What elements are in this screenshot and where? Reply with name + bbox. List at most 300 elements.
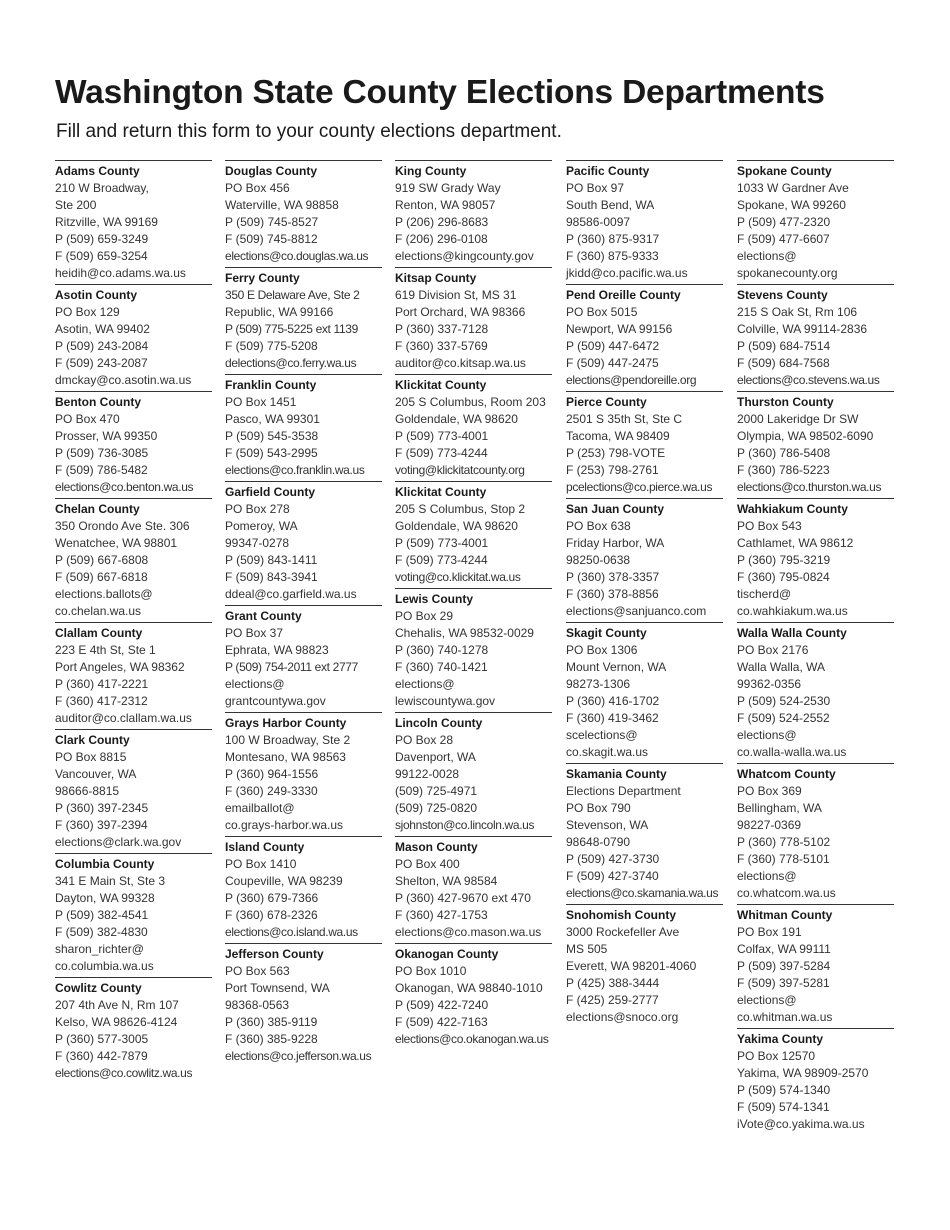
county-contact-line: emailballot@ bbox=[225, 801, 295, 815]
county-entry bbox=[225, 605, 382, 712]
county-contact-line: PO Box 543 bbox=[737, 519, 802, 533]
county-name: Yakima County bbox=[737, 1032, 824, 1046]
county-entry bbox=[395, 588, 552, 712]
county-contact-line: Montesano, WA 98563 bbox=[225, 750, 346, 764]
county-contact-line: PO Box 369 bbox=[737, 784, 802, 798]
county-entry bbox=[55, 622, 212, 729]
county-name: King County bbox=[395, 164, 467, 178]
county-name: Garfield County bbox=[225, 485, 316, 499]
county-contact-line: Ephrata, WA 98823 bbox=[225, 643, 329, 657]
county-contact-line: Chehalis, WA 98532-0029 bbox=[395, 626, 534, 640]
county-contact-line: P (509) 843-1411 bbox=[225, 553, 318, 567]
county-contact-line: elections@ bbox=[225, 677, 285, 691]
county-name: Clark County bbox=[55, 733, 130, 747]
page-subtitle: Fill and return this form to your county elections department. bbox=[56, 121, 562, 142]
county-name: Columbia County bbox=[55, 857, 155, 871]
county-contact-line: Port Townsend, WA bbox=[225, 981, 330, 995]
county-contact-line: elections@ bbox=[737, 993, 797, 1007]
county-entry bbox=[737, 284, 894, 391]
county-name: Adams County bbox=[55, 164, 140, 178]
county-contact-line: 99122-0028 bbox=[395, 767, 460, 781]
county-contact-line: 205 S Columbus, Room 203 bbox=[395, 395, 546, 409]
county-entry bbox=[395, 836, 552, 943]
county-contact-line: P (509) 447-6472 bbox=[566, 339, 660, 353]
county-contact-line: elections@co.cowlitz.wa.us bbox=[55, 1066, 193, 1080]
county-contact-line: PO Box 97 bbox=[566, 181, 625, 195]
county-contact-line: elections@co.franklin.wa.us bbox=[225, 463, 365, 477]
county-entry bbox=[225, 943, 382, 1067]
county-contact-line: Asotin, WA 99402 bbox=[55, 322, 150, 336]
county-name: Klickitat County bbox=[395, 378, 487, 392]
county-entry bbox=[225, 160, 382, 267]
county-contact-line: 2501 S 35th St, Ste C bbox=[566, 412, 683, 426]
county-name: Franklin County bbox=[225, 378, 317, 392]
county-name: Thurston County bbox=[737, 395, 834, 409]
county-contact-line: F (206) 296-0108 bbox=[395, 232, 488, 246]
county-contact-line: F (509) 745-8812 bbox=[225, 232, 318, 246]
county-contact-line: elections@co.douglas.wa.us bbox=[225, 249, 369, 263]
county-name: Wahkiakum County bbox=[737, 502, 848, 516]
county-contact-line: PO Box 456 bbox=[225, 181, 290, 195]
county-contact-line: P (509) 243-2084 bbox=[55, 339, 149, 353]
county-contact-line: 205 S Columbus, Stop 2 bbox=[395, 502, 526, 516]
county-contact-line: co.whatcom.wa.us bbox=[737, 886, 836, 900]
county-contact-line: PO Box 470 bbox=[55, 412, 120, 426]
county-contact-line: P (509) 773-4001 bbox=[395, 429, 489, 443]
county-contact-line: F (509) 543-2995 bbox=[225, 446, 318, 460]
county-contact-line: P (509) 667-6808 bbox=[55, 553, 149, 567]
county-name: Pend Oreille County bbox=[566, 288, 681, 302]
county-contact-line: PO Box 790 bbox=[566, 801, 631, 815]
county-contact-line: lewiscountywa.gov bbox=[395, 694, 496, 708]
county-entry bbox=[55, 729, 212, 853]
county-entry bbox=[566, 904, 723, 1028]
county-name: Ferry County bbox=[225, 271, 300, 285]
county-name: Snohomish County bbox=[566, 908, 676, 922]
county-contact-line: P (253) 798-VOTE bbox=[566, 446, 666, 460]
county-contact-line: elections@co.stevens.wa.us bbox=[737, 373, 880, 387]
county-contact-line: F (360) 778-5101 bbox=[737, 852, 830, 866]
county-contact-line: Olympia, WA 98502-6090 bbox=[737, 429, 874, 443]
county-name: Lewis County bbox=[395, 592, 474, 606]
county-contact-line: elections@ bbox=[737, 249, 797, 263]
county-contact-line: elections@kingcounty.gov bbox=[395, 249, 534, 263]
county-name: Grant County bbox=[225, 609, 302, 623]
county-contact-line: P (509) 397-5284 bbox=[737, 959, 831, 973]
county-contact-line: PO Box 1010 bbox=[395, 964, 467, 978]
county-name: Jefferson County bbox=[225, 947, 324, 961]
county-contact-line: Wenatchee, WA 98801 bbox=[55, 536, 178, 550]
county-contact-line: (509) 725-4971 bbox=[395, 784, 478, 798]
county-contact-line: (509) 725-0820 bbox=[395, 801, 478, 815]
county-contact-line: elections@co.jefferson.wa.us bbox=[225, 1049, 372, 1063]
county-contact-line: 3000 Rockefeller Ave bbox=[566, 925, 680, 939]
county-contact-line: 99362-0356 bbox=[737, 677, 802, 691]
county-contact-line: F (509) 447-2475 bbox=[566, 356, 659, 370]
county-contact-line: F (360) 427-1753 bbox=[395, 908, 488, 922]
county-contact-line: 350 E Delaware Ave, Ste 2 bbox=[225, 288, 360, 302]
county-contact-line: Kelso, WA 98626-4124 bbox=[55, 1015, 178, 1029]
county-contact-line: elections@ bbox=[395, 677, 455, 691]
county-contact-line: F (360) 417-2312 bbox=[55, 694, 148, 708]
county-contact-line: Pomeroy, WA bbox=[225, 519, 298, 533]
county-contact-line: co.chelan.wa.us bbox=[55, 604, 142, 618]
county-contact-line: F (509) 773-4244 bbox=[395, 446, 488, 460]
county-contact-line: elections@snoco.org bbox=[566, 1010, 679, 1024]
county-contact-line: spokanecounty.org bbox=[737, 266, 838, 280]
county-contact-line: MS 505 bbox=[566, 942, 608, 956]
county-contact-line: P (360) 786-5408 bbox=[737, 446, 831, 460]
county-contact-line: Vancouver, WA bbox=[55, 767, 137, 781]
county-contact-line: F (509) 574-1341 bbox=[737, 1100, 830, 1114]
county-contact-line: F (509) 422-7163 bbox=[395, 1015, 488, 1029]
county-contact-line: co.wahkiakum.wa.us bbox=[737, 604, 848, 618]
county-contact-line: 2000 Lakeridge Dr SW bbox=[737, 412, 859, 426]
county-column bbox=[225, 160, 382, 1067]
county-contact-line: P (360) 577-3005 bbox=[55, 1032, 149, 1046]
county-contact-line: Spokane, WA 99260 bbox=[737, 198, 846, 212]
county-contact-line: Yakima, WA 98909-2570 bbox=[737, 1066, 869, 1080]
county-entry bbox=[566, 622, 723, 763]
county-contact-line: voting@co.klickitat.wa.us bbox=[395, 570, 521, 584]
county-contact-line: 98666-8815 bbox=[55, 784, 120, 798]
county-entry bbox=[737, 904, 894, 1028]
county-entry bbox=[395, 712, 552, 836]
county-contact-line: F (509) 427-3740 bbox=[566, 869, 659, 883]
county-contact-line: P (509) 382-4541 bbox=[55, 908, 149, 922]
county-name: Mason County bbox=[395, 840, 478, 854]
county-entry bbox=[395, 374, 552, 481]
county-entry bbox=[225, 712, 382, 836]
county-entry bbox=[395, 481, 552, 588]
county-contact-line: co.whitman.wa.us bbox=[737, 1010, 833, 1024]
county-contact-line: 98273-1306 bbox=[566, 677, 631, 691]
county-entry bbox=[55, 284, 212, 391]
county-contact-line: 619 Division St, MS 31 bbox=[395, 288, 517, 302]
county-contact-line: elections@clark.wa.gov bbox=[55, 835, 182, 849]
county-contact-line: F (360) 795-0824 bbox=[737, 570, 830, 584]
county-name: Kitsap County bbox=[395, 271, 477, 285]
county-contact-line: F (360) 442-7879 bbox=[55, 1049, 148, 1063]
county-contact-line: Republic, WA 99166 bbox=[225, 305, 334, 319]
county-name: Grays Harbor County bbox=[225, 716, 347, 730]
county-name: Spokane County bbox=[737, 164, 832, 178]
county-contact-line: 215 S Oak St, Rm 106 bbox=[737, 305, 858, 319]
county-contact-line: PO Box 638 bbox=[566, 519, 631, 533]
county-contact-line: F (509) 684-7568 bbox=[737, 356, 830, 370]
county-contact-line: P (509) 574-1340 bbox=[737, 1083, 831, 1097]
county-contact-line: F (509) 843-3941 bbox=[225, 570, 318, 584]
county-contact-line: scelections@ bbox=[566, 728, 638, 742]
county-contact-line: heidih@co.adams.wa.us bbox=[55, 266, 186, 280]
county-contact-line: Friday Harbor, WA bbox=[566, 536, 665, 550]
county-name: Asotin County bbox=[55, 288, 137, 302]
county-column bbox=[566, 160, 723, 1028]
county-contact-line: Renton, WA 98057 bbox=[395, 198, 496, 212]
county-name: Lincoln County bbox=[395, 716, 483, 730]
county-contact-line: P (509) 545-3538 bbox=[225, 429, 319, 443]
county-contact-line: voting@klickitatcounty.org bbox=[395, 463, 525, 477]
county-contact-line: jkidd@co.pacific.wa.us bbox=[566, 266, 688, 280]
county-contact-line: 98250-0638 bbox=[566, 553, 631, 567]
county-contact-line: Colville, WA 99114-2836 bbox=[737, 322, 868, 336]
county-contact-line: 210 W Broadway, bbox=[55, 181, 149, 195]
county-contact-line: PO Box 1306 bbox=[566, 643, 638, 657]
county-contact-line: co.walla-walla.wa.us bbox=[737, 745, 847, 759]
county-contact-line: PO Box 1410 bbox=[225, 857, 297, 871]
county-contact-line: F (509) 786-5482 bbox=[55, 463, 148, 477]
county-name: Whatcom County bbox=[737, 767, 836, 781]
county-contact-line: PO Box 5015 bbox=[566, 305, 638, 319]
county-contact-line: P (360) 795-3219 bbox=[737, 553, 831, 567]
county-contact-line: P (509) 422-7240 bbox=[395, 998, 489, 1012]
county-contact-line: Port Angeles, WA 98362 bbox=[55, 660, 185, 674]
county-contact-line: Bellingham, WA bbox=[737, 801, 822, 815]
county-contact-line: 100 W Broadway, Ste 2 bbox=[225, 733, 351, 747]
county-contact-line: P (509) 477-2320 bbox=[737, 215, 831, 229]
county-entry bbox=[566, 391, 723, 498]
county-entry bbox=[55, 391, 212, 498]
county-contact-line: delections@co.ferry.wa.us bbox=[225, 356, 357, 370]
county-name: Pierce County bbox=[566, 395, 647, 409]
county-contact-line: sjohnston@co.lincoln.wa.us bbox=[395, 818, 535, 832]
county-entry bbox=[55, 498, 212, 622]
county-entry bbox=[55, 977, 212, 1084]
county-entry bbox=[395, 267, 552, 374]
county-contact-line: elections@co.okanogan.wa.us bbox=[395, 1032, 549, 1046]
county-name: Klickitat County bbox=[395, 485, 487, 499]
page-title: Washington State County Elections Departments bbox=[55, 74, 825, 111]
county-contact-line: 1033 W Gardner Ave bbox=[737, 181, 849, 195]
county-contact-line: elections@co.skamania.wa.us bbox=[566, 886, 719, 900]
county-contact-line: P (360) 875-9317 bbox=[566, 232, 660, 246]
county-contact-line: P (360) 427-9670 ext 470 bbox=[395, 891, 531, 905]
county-contact-line: P (509) 684-7514 bbox=[737, 339, 831, 353]
county-name: Chelan County bbox=[55, 502, 140, 516]
county-name: San Juan County bbox=[566, 502, 665, 516]
county-contact-line: elections.ballots@ bbox=[55, 587, 153, 601]
county-contact-line: P (360) 740-1278 bbox=[395, 643, 489, 657]
county-contact-line: F (509) 524-2552 bbox=[737, 711, 830, 725]
county-contact-line: P (425) 388-3444 bbox=[566, 976, 660, 990]
county-contact-line: P (360) 417-2221 bbox=[55, 677, 149, 691]
county-contact-line: PO Box 563 bbox=[225, 964, 290, 978]
county-contact-line: Port Orchard, WA 98366 bbox=[395, 305, 526, 319]
county-name: Cowlitz County bbox=[55, 981, 142, 995]
county-contact-line: P (509) 745-8527 bbox=[225, 215, 319, 229]
county-contact-line: elections@co.benton.wa.us bbox=[55, 480, 194, 494]
county-contact-line: F (253) 798-2761 bbox=[566, 463, 659, 477]
county-contact-line: F (509) 667-6818 bbox=[55, 570, 148, 584]
county-contact-line: Newport, WA 99156 bbox=[566, 322, 673, 336]
county-contact-line: PO Box 400 bbox=[395, 857, 460, 871]
county-contact-line: P (360) 337-7128 bbox=[395, 322, 489, 336]
county-contact-line: P (509) 736-3085 bbox=[55, 446, 149, 460]
county-contact-line: F (360) 786-5223 bbox=[737, 463, 830, 477]
county-contact-line: P (509) 775-5225 ext 1139 bbox=[225, 322, 358, 336]
county-contact-line: 341 E Main St, Ste 3 bbox=[55, 874, 166, 888]
county-contact-line: F (509) 773-4244 bbox=[395, 553, 488, 567]
county-contact-line: F (509) 243-2087 bbox=[55, 356, 148, 370]
county-contact-line: PO Box 191 bbox=[737, 925, 802, 939]
county-contact-line: F (509) 477-6607 bbox=[737, 232, 830, 246]
county-contact-line: elections@ bbox=[737, 869, 797, 883]
county-entry bbox=[395, 160, 552, 267]
county-contact-line: PO Box 129 bbox=[55, 305, 120, 319]
county-contact-line: 223 E 4th St, Ste 1 bbox=[55, 643, 156, 657]
county-contact-line: elections@pendoreille.org bbox=[566, 373, 697, 387]
county-contact-line: ddeal@co.garfield.wa.us bbox=[225, 587, 357, 601]
county-name: Walla Walla County bbox=[737, 626, 847, 640]
county-contact-line: elections@ bbox=[737, 728, 797, 742]
county-contact-line: 98586-0097 bbox=[566, 215, 631, 229]
county-contact-line: tischerd@ bbox=[737, 587, 792, 601]
county-contact-line: P (509) 773-4001 bbox=[395, 536, 489, 550]
county-contact-line: PO Box 1451 bbox=[225, 395, 297, 409]
county-contact-line: Shelton, WA 98584 bbox=[395, 874, 498, 888]
county-contact-line: PO Box 37 bbox=[225, 626, 284, 640]
county-entry bbox=[737, 1028, 894, 1135]
county-contact-line: PO Box 12570 bbox=[737, 1049, 816, 1063]
county-contact-line: P (360) 378-3357 bbox=[566, 570, 660, 584]
county-column bbox=[395, 160, 552, 1050]
county-contact-line: Ritzville, WA 99169 bbox=[55, 215, 158, 229]
county-contact-line: PO Box 2176 bbox=[737, 643, 809, 657]
county-contact-line: P (360) 385-9119 bbox=[225, 1015, 318, 1029]
county-entry bbox=[225, 267, 382, 374]
county-contact-line: elections@co.mason.wa.us bbox=[395, 925, 542, 939]
county-contact-line: F (360) 678-2326 bbox=[225, 908, 318, 922]
county-contact-line: F (509) 659-3254 bbox=[55, 249, 148, 263]
county-contact-line: Okanogan, WA 98840-1010 bbox=[395, 981, 543, 995]
county-contact-line: 99347-0278 bbox=[225, 536, 290, 550]
county-contact-line: F (360) 337-5769 bbox=[395, 339, 488, 353]
county-contact-line: P (360) 778-5102 bbox=[737, 835, 831, 849]
county-name: Clallam County bbox=[55, 626, 143, 640]
county-contact-line: dmckay@co.asotin.wa.us bbox=[55, 373, 192, 387]
county-contact-line: 98368-0563 bbox=[225, 998, 290, 1012]
county-entry bbox=[566, 763, 723, 904]
county-contact-line: Everett, WA 98201-4060 bbox=[566, 959, 697, 973]
county-contact-line: Goldendale, WA 98620 bbox=[395, 519, 518, 533]
county-contact-line: PO Box 29 bbox=[395, 609, 454, 623]
county-contact-line: Waterville, WA 98858 bbox=[225, 198, 339, 212]
county-contact-line: Pasco, WA 99301 bbox=[225, 412, 320, 426]
county-contact-line: F (509) 382-4830 bbox=[55, 925, 148, 939]
county-contact-line: PO Box 28 bbox=[395, 733, 454, 747]
county-contact-line: elections@sanjuanco.com bbox=[566, 604, 707, 618]
county-contact-line: F (360) 385-9228 bbox=[225, 1032, 318, 1046]
county-contact-line: F (360) 397-2394 bbox=[55, 818, 148, 832]
county-contact-line: P (360) 416-1702 bbox=[566, 694, 660, 708]
county-name: Whitman County bbox=[737, 908, 833, 922]
county-contact-line: Goldendale, WA 98620 bbox=[395, 412, 518, 426]
county-name: Benton County bbox=[55, 395, 141, 409]
county-entry bbox=[737, 391, 894, 498]
county-entry bbox=[225, 374, 382, 481]
county-contact-line: co.grays-harbor.wa.us bbox=[225, 818, 344, 832]
county-contact-line: P (360) 397-2345 bbox=[55, 801, 149, 815]
county-contact-line: Dayton, WA 99328 bbox=[55, 891, 155, 905]
county-entry bbox=[55, 853, 212, 977]
county-contact-line: auditor@co.clallam.wa.us bbox=[55, 711, 192, 725]
county-name: Douglas County bbox=[225, 164, 317, 178]
county-entry bbox=[395, 943, 552, 1050]
county-contact-line: F (425) 259-2777 bbox=[566, 993, 659, 1007]
county-contact-line: P (509) 659-3249 bbox=[55, 232, 149, 246]
county-contact-line: co.skagit.wa.us bbox=[566, 745, 649, 759]
county-contact-line: 98227-0369 bbox=[737, 818, 802, 832]
county-contact-line: Elections Department bbox=[566, 784, 681, 798]
county-column bbox=[55, 160, 212, 1084]
county-entry bbox=[566, 498, 723, 622]
county-contact-line: Walla Walla, WA bbox=[737, 660, 826, 674]
county-entry bbox=[737, 498, 894, 622]
county-entry bbox=[737, 763, 894, 904]
county-contact-line: F (509) 397-5281 bbox=[737, 976, 830, 990]
county-contact-line: Colfax, WA 99111 bbox=[737, 942, 831, 956]
county-contact-line: F (360) 875-9333 bbox=[566, 249, 659, 263]
county-contact-line: auditor@co.kitsap.wa.us bbox=[395, 356, 526, 370]
county-entry bbox=[225, 481, 382, 605]
county-contact-line: sharon_richter@ bbox=[55, 942, 144, 956]
county-entry bbox=[737, 622, 894, 763]
county-contact-line: P (509) 754-2011 ext 2777 bbox=[225, 660, 358, 674]
county-entry bbox=[566, 284, 723, 391]
county-contact-line: F (360) 419-3462 bbox=[566, 711, 659, 725]
county-contact-line: P (360) 679-7366 bbox=[225, 891, 319, 905]
county-name: Skagit County bbox=[566, 626, 647, 640]
county-contact-line: F (360) 740-1421 bbox=[395, 660, 488, 674]
county-name: Stevens County bbox=[737, 288, 828, 302]
county-contact-line: PO Box 8815 bbox=[55, 750, 127, 764]
county-contact-line: elections@co.island.wa.us bbox=[225, 925, 358, 939]
county-name: Island County bbox=[225, 840, 305, 854]
county-entry bbox=[55, 160, 212, 284]
county-contact-line: F (509) 775-5208 bbox=[225, 339, 318, 353]
county-contact-line: pcelections@co.pierce.wa.us bbox=[566, 480, 713, 494]
county-contact-line: co.columbia.wa.us bbox=[55, 959, 154, 973]
county-contact-line: PO Box 278 bbox=[225, 502, 290, 516]
county-contact-line: Coupeville, WA 98239 bbox=[225, 874, 343, 888]
county-entry bbox=[566, 160, 723, 284]
county-contact-line: elections@co.thurston.wa.us bbox=[737, 480, 882, 494]
county-contact-line: iVote@co.yakima.wa.us bbox=[737, 1117, 865, 1131]
county-contact-line: Tacoma, WA 98409 bbox=[566, 429, 670, 443]
county-contact-line: 350 Orondo Ave Ste. 306 bbox=[55, 519, 190, 533]
county-contact-line: P (509) 427-3730 bbox=[566, 852, 660, 866]
county-name: Skamania County bbox=[566, 767, 667, 781]
county-contact-line: Mount Vernon, WA bbox=[566, 660, 667, 674]
county-column bbox=[737, 160, 894, 1135]
county-contact-line: 98648-0790 bbox=[566, 835, 631, 849]
county-contact-line: Prosser, WA 99350 bbox=[55, 429, 158, 443]
county-entry bbox=[737, 160, 894, 284]
county-contact-line: Davenport, WA bbox=[395, 750, 476, 764]
county-contact-line: Ste 200 bbox=[55, 198, 97, 212]
county-contact-line: South Bend, WA bbox=[566, 198, 655, 212]
county-contact-line: F (360) 378-8856 bbox=[566, 587, 659, 601]
county-entry bbox=[225, 836, 382, 943]
county-contact-line: F (360) 249-3330 bbox=[225, 784, 318, 798]
county-name: Okanogan County bbox=[395, 947, 499, 961]
county-name: Pacific County bbox=[566, 164, 650, 178]
county-contact-line: Cathlamet, WA 98612 bbox=[737, 536, 854, 550]
county-contact-line: 207 4th Ave N, Rm 107 bbox=[55, 998, 179, 1012]
county-contact-line: P (360) 964-1556 bbox=[225, 767, 319, 781]
county-contact-line: P (509) 524-2530 bbox=[737, 694, 831, 708]
county-contact-line: grantcountywa.gov bbox=[225, 694, 326, 708]
